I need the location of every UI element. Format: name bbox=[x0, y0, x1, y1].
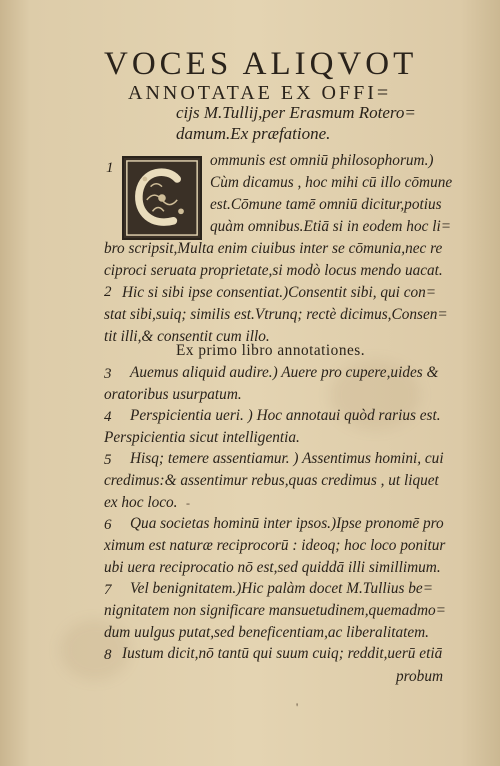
entry-number: 2 bbox=[104, 284, 112, 300]
page-subtitle: ANNOTATAE EX OFFI= bbox=[128, 82, 392, 104]
entry-number: 4 bbox=[104, 409, 112, 425]
entry-number: 3 bbox=[104, 366, 112, 382]
entry-line: ex hoc loco. bbox=[104, 494, 178, 511]
ink-mark: - bbox=[186, 496, 190, 510]
entry-line: ubi uera reciprocatio nō est,sed quiddā illi simillimum. bbox=[104, 559, 441, 576]
entry-line: stat sibi,suiq; similis est.Vtrunq; rectè dicimus,Consen= bbox=[104, 306, 448, 323]
entry-line: Auemus aliquid audire.) Auere pro cupere,uides & bbox=[130, 364, 439, 381]
entry-line: Vel benignitatem.)Hic palàm docet M.Tullius be= bbox=[130, 580, 434, 597]
entry-line: quàm omnibus.Etiā si in eodem hoc li= bbox=[210, 218, 452, 235]
decorated-initial bbox=[122, 156, 202, 240]
page-title: VOCES ALIQVOT bbox=[104, 46, 418, 82]
entry-line: bro scripsit,Multa enim ciuibus inter se cōmunia,nec re bbox=[104, 240, 443, 257]
entry-number: 7 bbox=[104, 582, 112, 598]
floral-initial-icon bbox=[124, 158, 200, 238]
entry-line: Perspicientia sicut intelligentia. bbox=[104, 429, 300, 446]
entry-line: ximum est naturæ reciprocorū : ideoq; hoc loco ponitur bbox=[104, 537, 446, 554]
entry-line: Cùm dicamus , hoc mihi cū illo cōmune bbox=[210, 174, 453, 191]
entry-line: Hic si sibi ipse consentiat.)Consentit sibi, qui con= bbox=[122, 284, 437, 301]
entry-line: nignitatem non significare mansuetudinem,quemadmo= bbox=[104, 602, 446, 619]
entry-line: oratoribus usurpatum. bbox=[104, 386, 242, 403]
entry-line: ommunis est omniū philosophorum.) bbox=[210, 152, 434, 169]
entry-line: tit illi,& consentit cum illo. bbox=[104, 328, 270, 345]
entry-line: dum uulgus putat,sed beneficentiam,ac liberalitatem. bbox=[104, 624, 430, 641]
entry-line: ciproci seruata proprietate,si modò locus mendo uacat. bbox=[104, 262, 443, 279]
catchword: probum bbox=[396, 668, 444, 685]
entry-line: Hisq; temere assentiamur. ) Assentimus homini, cui bbox=[130, 450, 444, 467]
entry-line: credimus:& assentimur rebus,quas credimus , ut liquet bbox=[104, 472, 439, 489]
entry-line: Iustum dicit,nō tantū qui suum cuiq; reddit,uerū etiā bbox=[122, 645, 443, 662]
entry-line: est.Cōmune tamē omniū dicitur,potius bbox=[210, 196, 442, 213]
entry-number: 5 bbox=[104, 452, 112, 468]
title-line-3: cijs M.Tullij,per Erasmum Rotero= bbox=[176, 103, 416, 122]
entry-number: 8 bbox=[104, 647, 112, 663]
entry-line: Qua societas hominū inter ipsos.)Ipse pronomē pro bbox=[130, 515, 444, 532]
section-heading: Ex primo libro annotationes. bbox=[176, 342, 366, 359]
entry-number: 6 bbox=[104, 517, 112, 533]
entry-number: 1 bbox=[106, 160, 114, 176]
entry-line: Perspicientia ueri. ) Hoc annotaui quòd rarius est. bbox=[130, 407, 441, 424]
title-line-4: damum.Ex præfatione. bbox=[176, 124, 331, 143]
ink-mark: ' bbox=[296, 700, 299, 714]
